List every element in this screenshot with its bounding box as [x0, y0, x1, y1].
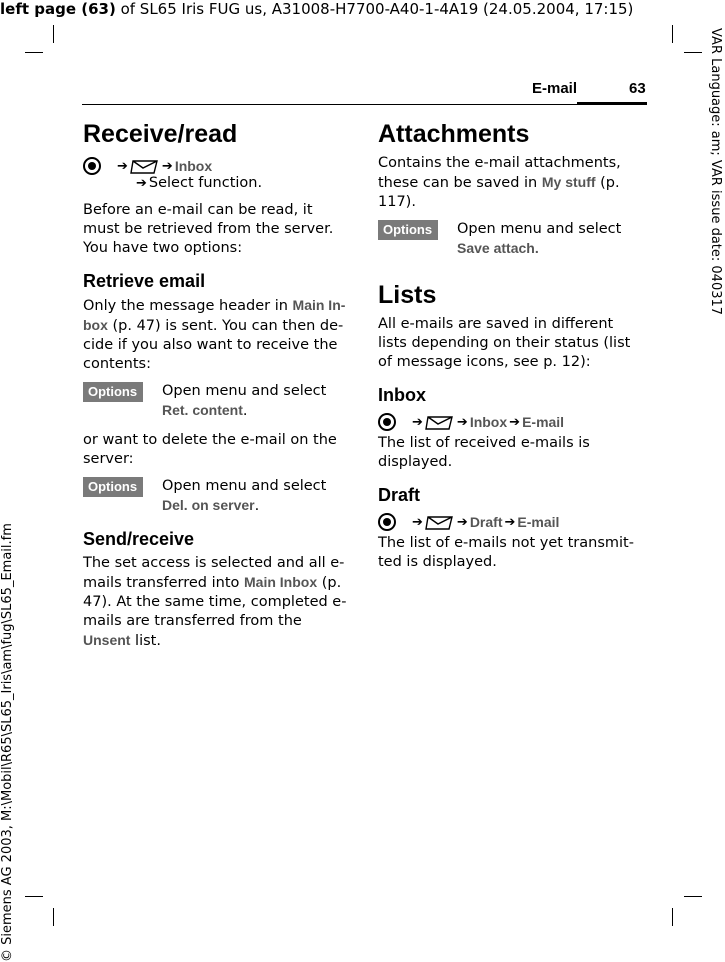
right-column	[378, 118, 646, 580]
envelope-icon	[130, 157, 160, 175]
paragraph: or want to delete the e-mail on the server:	[83, 432, 337, 467]
heading-draft: Draft	[378, 485, 421, 505]
option-row	[83, 477, 348, 516]
page-number: 63	[629, 80, 646, 97]
crop-mark	[684, 896, 702, 897]
crop-mark	[672, 25, 673, 43]
menu-email: E-mail	[517, 514, 560, 530]
option-text: Open menu and select Del. on server.	[162, 478, 327, 514]
arrow-icon: ➔	[509, 414, 521, 430]
menu-draft: Draft	[469, 514, 503, 530]
left-column	[83, 118, 348, 659]
menu-email: E-mail	[522, 414, 565, 430]
paragraph: The list of received e-mails is displayed.	[378, 435, 590, 470]
joystick-icon	[83, 157, 101, 175]
envelope-icon	[425, 513, 455, 531]
crop-mark	[53, 908, 54, 926]
menu-inbox: Inbox	[174, 158, 213, 174]
arrow-icon: ➔	[136, 176, 147, 191]
crop-mark	[53, 25, 54, 43]
paragraph: The set access is selected and all e-mails transferred into Main Inbox (p. 47). At the same time, completed e-mails are transferred from the Unsent list.	[83, 555, 347, 649]
nav-select: ➔ Select function.	[136, 175, 263, 191]
option-text: Open menu and select Ret. content.	[162, 383, 327, 419]
header-rule	[82, 104, 647, 105]
heading-retrieve-email: Retrieve email	[83, 271, 206, 291]
crop-mark	[684, 52, 702, 53]
heading-lists: Lists	[378, 281, 437, 309]
heading-attachments: Attachments	[378, 120, 530, 148]
arrow-icon: ➔	[412, 414, 423, 430]
paragraph: Only the message header in Main In-box (p. 47) is sent. You can then de-cide if you also want to receive the contents:	[83, 297, 346, 372]
joystick-icon	[378, 413, 396, 431]
option-text: Open menu and select Save attach.	[457, 221, 622, 256]
section-title: E-mail	[532, 80, 578, 97]
paragraph: All e-mails are saved in different lists depending on their status (list of message icons, see p. 12):	[378, 316, 631, 370]
arrow-icon: ➔	[412, 514, 423, 530]
menu-inbox: Inbox	[469, 414, 508, 430]
side-text-left: © Siemens AG 2003, M:\Mobil\R65\SL65_Iris\am\fug\SL65_Email.fm	[0, 523, 15, 962]
heading-receive-read: Receive/read	[83, 120, 238, 148]
paragraph: The list of e-mails not yet transmit-ted is displayed.	[378, 535, 634, 570]
arrow-icon: ➔	[504, 514, 516, 530]
options-softkey: Options	[83, 382, 143, 402]
options-softkey: Options	[378, 220, 438, 240]
nav-path	[378, 510, 646, 534]
print-header: left page (63) of SL65 Iris FUG us, A31008-H7700-A40-1-4A19 (24.05.2004, 17:15)	[0, 0, 634, 18]
side-text-right: VAR Language: am; VAR issue date: 040317	[708, 28, 723, 316]
paragraph: Before an e-mail can be read, it must be retrieved from the server. You have two options:	[83, 202, 334, 256]
option-row	[83, 382, 348, 421]
arrow-icon: ➔	[161, 158, 173, 174]
arrow-icon: ➔	[456, 414, 468, 430]
option-row	[378, 220, 646, 259]
nav-path	[378, 410, 646, 434]
options-softkey: Options	[83, 477, 143, 497]
crop-mark	[672, 908, 673, 926]
heading-send-receive: Send/receive	[83, 529, 195, 549]
header-rule-accent	[577, 102, 647, 105]
arrow-icon: ➔	[117, 158, 128, 174]
joystick-icon	[378, 513, 396, 531]
crop-mark	[25, 52, 43, 53]
arrow-icon: ➔	[456, 514, 468, 530]
envelope-icon	[425, 413, 455, 431]
crop-mark	[25, 896, 43, 897]
heading-inbox: Inbox	[378, 385, 426, 405]
paragraph: Contains the e-mail attachments, these can be saved in My stuff (p. 117).	[378, 155, 621, 210]
